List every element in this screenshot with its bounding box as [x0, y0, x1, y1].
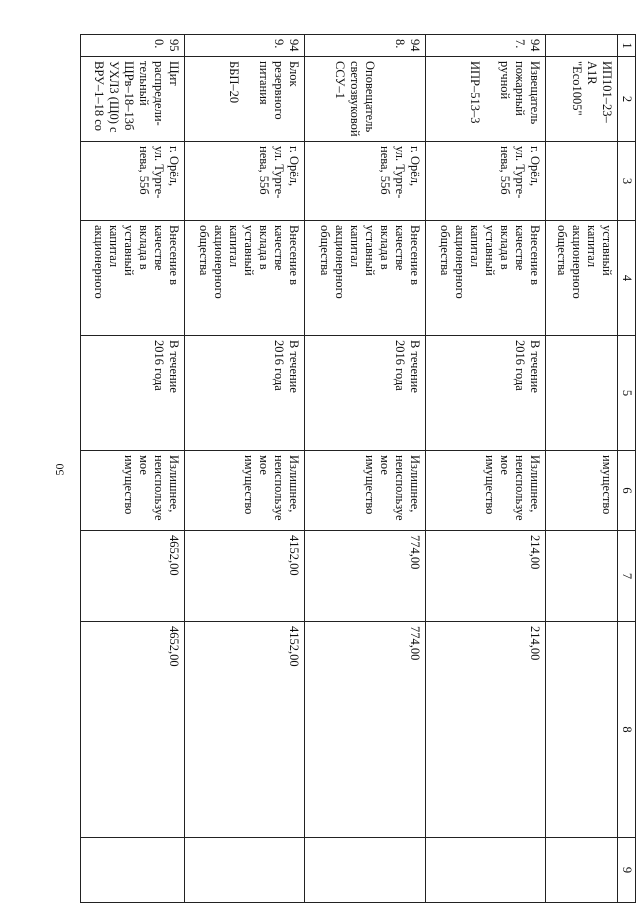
table-cell-col8 [546, 622, 618, 838]
table-cell-col8: 4152,00 [185, 622, 305, 838]
column-header-8: 8 [618, 622, 636, 838]
column-header-9: 9 [618, 838, 636, 903]
table-cell-col7: 214,00 [425, 531, 545, 622]
column-header-1: 1 [618, 35, 636, 57]
table-cell-col5: В течение 2016 года [305, 336, 425, 451]
table-cell-col2: Извещатель пожарный ручной ИПР–513–3 [425, 57, 545, 142]
table-cell-col1: 948. [305, 35, 425, 57]
table-cell-col2: ИП101–23– A1R "Eco1005" [546, 57, 618, 142]
property-table [80, 34, 636, 903]
table-cell-col4: Внесение в качестве вклада в уставный капитал акционерного общества [425, 221, 545, 336]
table-cell-col1: 949. [185, 35, 305, 57]
table-cell-col5: В течение 2016 года [81, 336, 185, 451]
table-cell-col4: Внесение в качестве вклада в уставный капитал акционерного общества [305, 221, 425, 336]
table-cell-col8: 774,00 [305, 622, 425, 838]
table-cell-col2: Блок резервного питания ББП–20 [185, 57, 305, 142]
rotated-table-wrapper [80, 34, 636, 902]
table-cell-col8: 214,00 [425, 622, 545, 838]
table-cell-col8: 4652,00 [81, 622, 185, 838]
table-cell-col9 [305, 838, 425, 903]
table-cell-col6: Излишнее, неиспользуемое имущество [425, 451, 545, 531]
table-row [81, 35, 185, 903]
table-cell-col7: 774,00 [305, 531, 425, 622]
table-cell-col3: г. Орёл, ул. Турге- нева, 55б [185, 142, 305, 221]
table-cell-col3: г. Орёл, ул. Турге- нева, 55б [305, 142, 425, 221]
table-row [425, 35, 545, 903]
table-cell-col5: В течение 2016 года [185, 336, 305, 451]
table-cell-col7: 4152,00 [185, 531, 305, 622]
table-cell-col9 [185, 838, 305, 903]
table-cell-col1: 950. [81, 35, 185, 57]
column-header-3: 3 [618, 142, 636, 221]
table-row [546, 35, 618, 903]
table-cell-col9 [81, 838, 185, 903]
table-cell-col4: уставный капитал акционерного общества [546, 221, 618, 336]
table-cell-col4: Внесение в качестве вклада в уставный капитал акционерного [81, 221, 185, 336]
table-cell-col3: г. Орёл, ул. Турге- нева, 55б [425, 142, 545, 221]
column-header-7: 7 [618, 531, 636, 622]
table-cell-col4: Внесение в качестве вклада в уставный капитал акционерного общества [185, 221, 305, 336]
table-cell-col9 [546, 838, 618, 903]
table-row [185, 35, 305, 903]
table-cell-col2: Оповещатель светозвуковой ССУ–1 [305, 57, 425, 142]
table-cell-col1 [546, 35, 618, 57]
table-cell-col9 [425, 838, 545, 903]
table-cell-col6: Излишнее, неиспользуемое имущество [81, 451, 185, 531]
column-header-4: 4 [618, 221, 636, 336]
table-cell-col5: В течение 2016 года [425, 336, 545, 451]
column-header-5: 5 [618, 336, 636, 451]
table-cell-col3 [546, 142, 618, 221]
table-cell-col2: Щит распредели- тельный ЩРв–18–13б УХЛ3 (Щ0) с ВРУ–1–18 со [81, 57, 185, 142]
table-cell-col3: г. Орёл, ул. Турге- нева, 55б [81, 142, 185, 221]
table-cell-col6: имущество [546, 451, 618, 531]
table-cell-col5 [546, 336, 618, 451]
header-row [618, 35, 636, 903]
table-cell-col7 [546, 531, 618, 622]
table-cell-col6: Излишнее, неиспользуемое имущество [185, 451, 305, 531]
page-number: 50 [52, 463, 67, 476]
table-cell-col1: 947. [425, 35, 545, 57]
column-header-6: 6 [618, 451, 636, 531]
table-row [305, 35, 425, 903]
table-cell-col7: 4652,00 [81, 531, 185, 622]
table-cell-col6: Излишнее, неиспользуемое имущество [305, 451, 425, 531]
column-header-2: 2 [618, 57, 636, 142]
